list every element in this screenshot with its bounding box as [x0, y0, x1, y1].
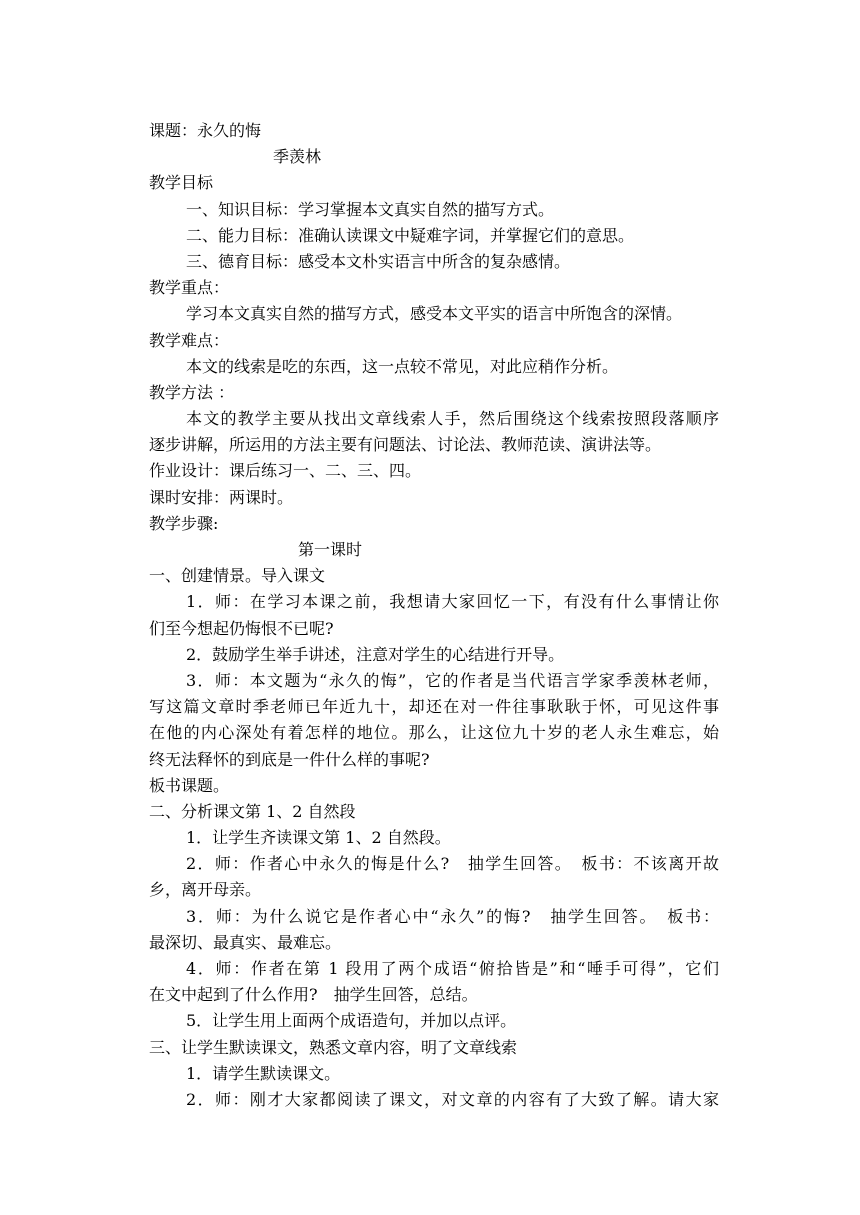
section-heading-objectives: 教学目标 — [149, 173, 214, 193]
step-2-item-1: 1．让学生齐读课文第 1、2 自然段。 — [186, 828, 451, 848]
step-3-item-1: 1．请学生默读课文。 — [186, 1063, 341, 1083]
step-1-item-2: 2．鼓励学生举手讲述，注意对学生的心结进行开导。 — [186, 644, 565, 664]
step-2-item-2-line-1: 2．师：作者心中永久的悔是什么? 抽学生回答。 板书：不该离开故 — [186, 854, 719, 874]
methods-text-line-1: 本文的教学主要从找出文章线索人手，然后围绕这个线索按照段落顺序 — [186, 409, 719, 429]
step-1-item-3-line-2: 写这篇文章时季老师已年近九十，却还在对一件往事耿耿于怀，可见这件事 — [149, 697, 719, 717]
step-2-item-4-line-1: 4．师：作者在第 1 段用了两个成语“俯拾皆是”和“唾手可得”，它们 — [186, 959, 719, 978]
objective-ability: 二、能力目标：准确认读课文中疑难字词，并掌握它们的意思。 — [186, 225, 635, 245]
objective-moral: 三、德育目标：感受本文朴实语言中所含的复杂感情。 — [186, 251, 571, 271]
homework-design: 作业设计：课后练习一、二、三、四。 — [149, 461, 422, 481]
step-2-item-5: 5．让学生用上面两个成语造句，并加以点评。 — [186, 1011, 517, 1031]
step-2-item-4-line-2: 在文中起到了什么作用? 抽学生回答，总结。 — [149, 985, 478, 1005]
step-1-item-3-line-1: 3．师：本文题为“永久的悔”，它的作者是当代语言学家季羡林老师， — [186, 670, 719, 690]
step-2-item-3-line-1: 3．师：为什么说它是作者心中“永久”的悔? 抽学生回答。 板书： — [186, 906, 719, 926]
objective-knowledge: 一、知识目标：学习掌握本文真实自然的描写方式。 — [186, 199, 555, 219]
document-body — [149, 118, 719, 1113]
difficulties-text: 本文的线索是吃的东西，这一点较不常见，对此应稍作分析。 — [186, 356, 619, 376]
section-heading-methods: 教学方法 ： — [149, 382, 235, 402]
methods-text-line-2: 逐步讲解，所运用的方法主要有问题法、讨论法、教师范读、演讲法等。 — [149, 435, 662, 455]
step-1-item-3-line-4: 终无法释怀的到底是一件什么样的事呢? — [149, 749, 430, 769]
board-writing-title: 板书课题。 — [149, 775, 230, 795]
author-name: 季羡林 — [273, 147, 322, 167]
class-schedule: 课时安排：两课时。 — [149, 487, 294, 507]
step-1-item-3-line-3: 在他的内心深处有着怎样的地位。那么，让这位九十岁的老人永生难忘，始 — [149, 723, 719, 743]
step-2-heading: 二、分析课文第 1、2 自然段 — [149, 801, 356, 821]
lesson-title: 课题：永久的悔 — [149, 121, 262, 140]
step-2-item-2-line-2: 乡，离开母亲。 — [149, 880, 262, 900]
step-1-heading: 一、创建情景。导入课文 — [149, 566, 326, 586]
section-heading-steps: 教学步骤: — [149, 513, 219, 533]
step-3-item-2-line-1: 2．师：刚才大家都阅读了课文，对文章的内容有了大致了解。请大家 — [186, 1089, 719, 1109]
section-heading-key-points: 教学重点： — [149, 278, 230, 298]
step-2-item-3-line-2: 最深切、最真实、最难忘。 — [149, 932, 342, 952]
section-heading-difficulties: 教学难点： — [149, 330, 230, 350]
first-lesson-heading: 第一课时 — [298, 540, 363, 559]
step-3-heading: 三、让学生默读课文，熟悉文章内容，明了文章线索 — [149, 1037, 518, 1057]
key-points-text: 学习本文真实自然的描写方式，感受本文平实的语言中所饱含的深情。 — [186, 304, 683, 324]
step-1-item-1-line-1: 1．师：在学习本课之前，我想请大家回忆一下，有没有什么事情让你 — [186, 592, 719, 612]
step-1-item-1-line-2: 们至今想起仍悔恨不已呢? — [149, 618, 334, 638]
